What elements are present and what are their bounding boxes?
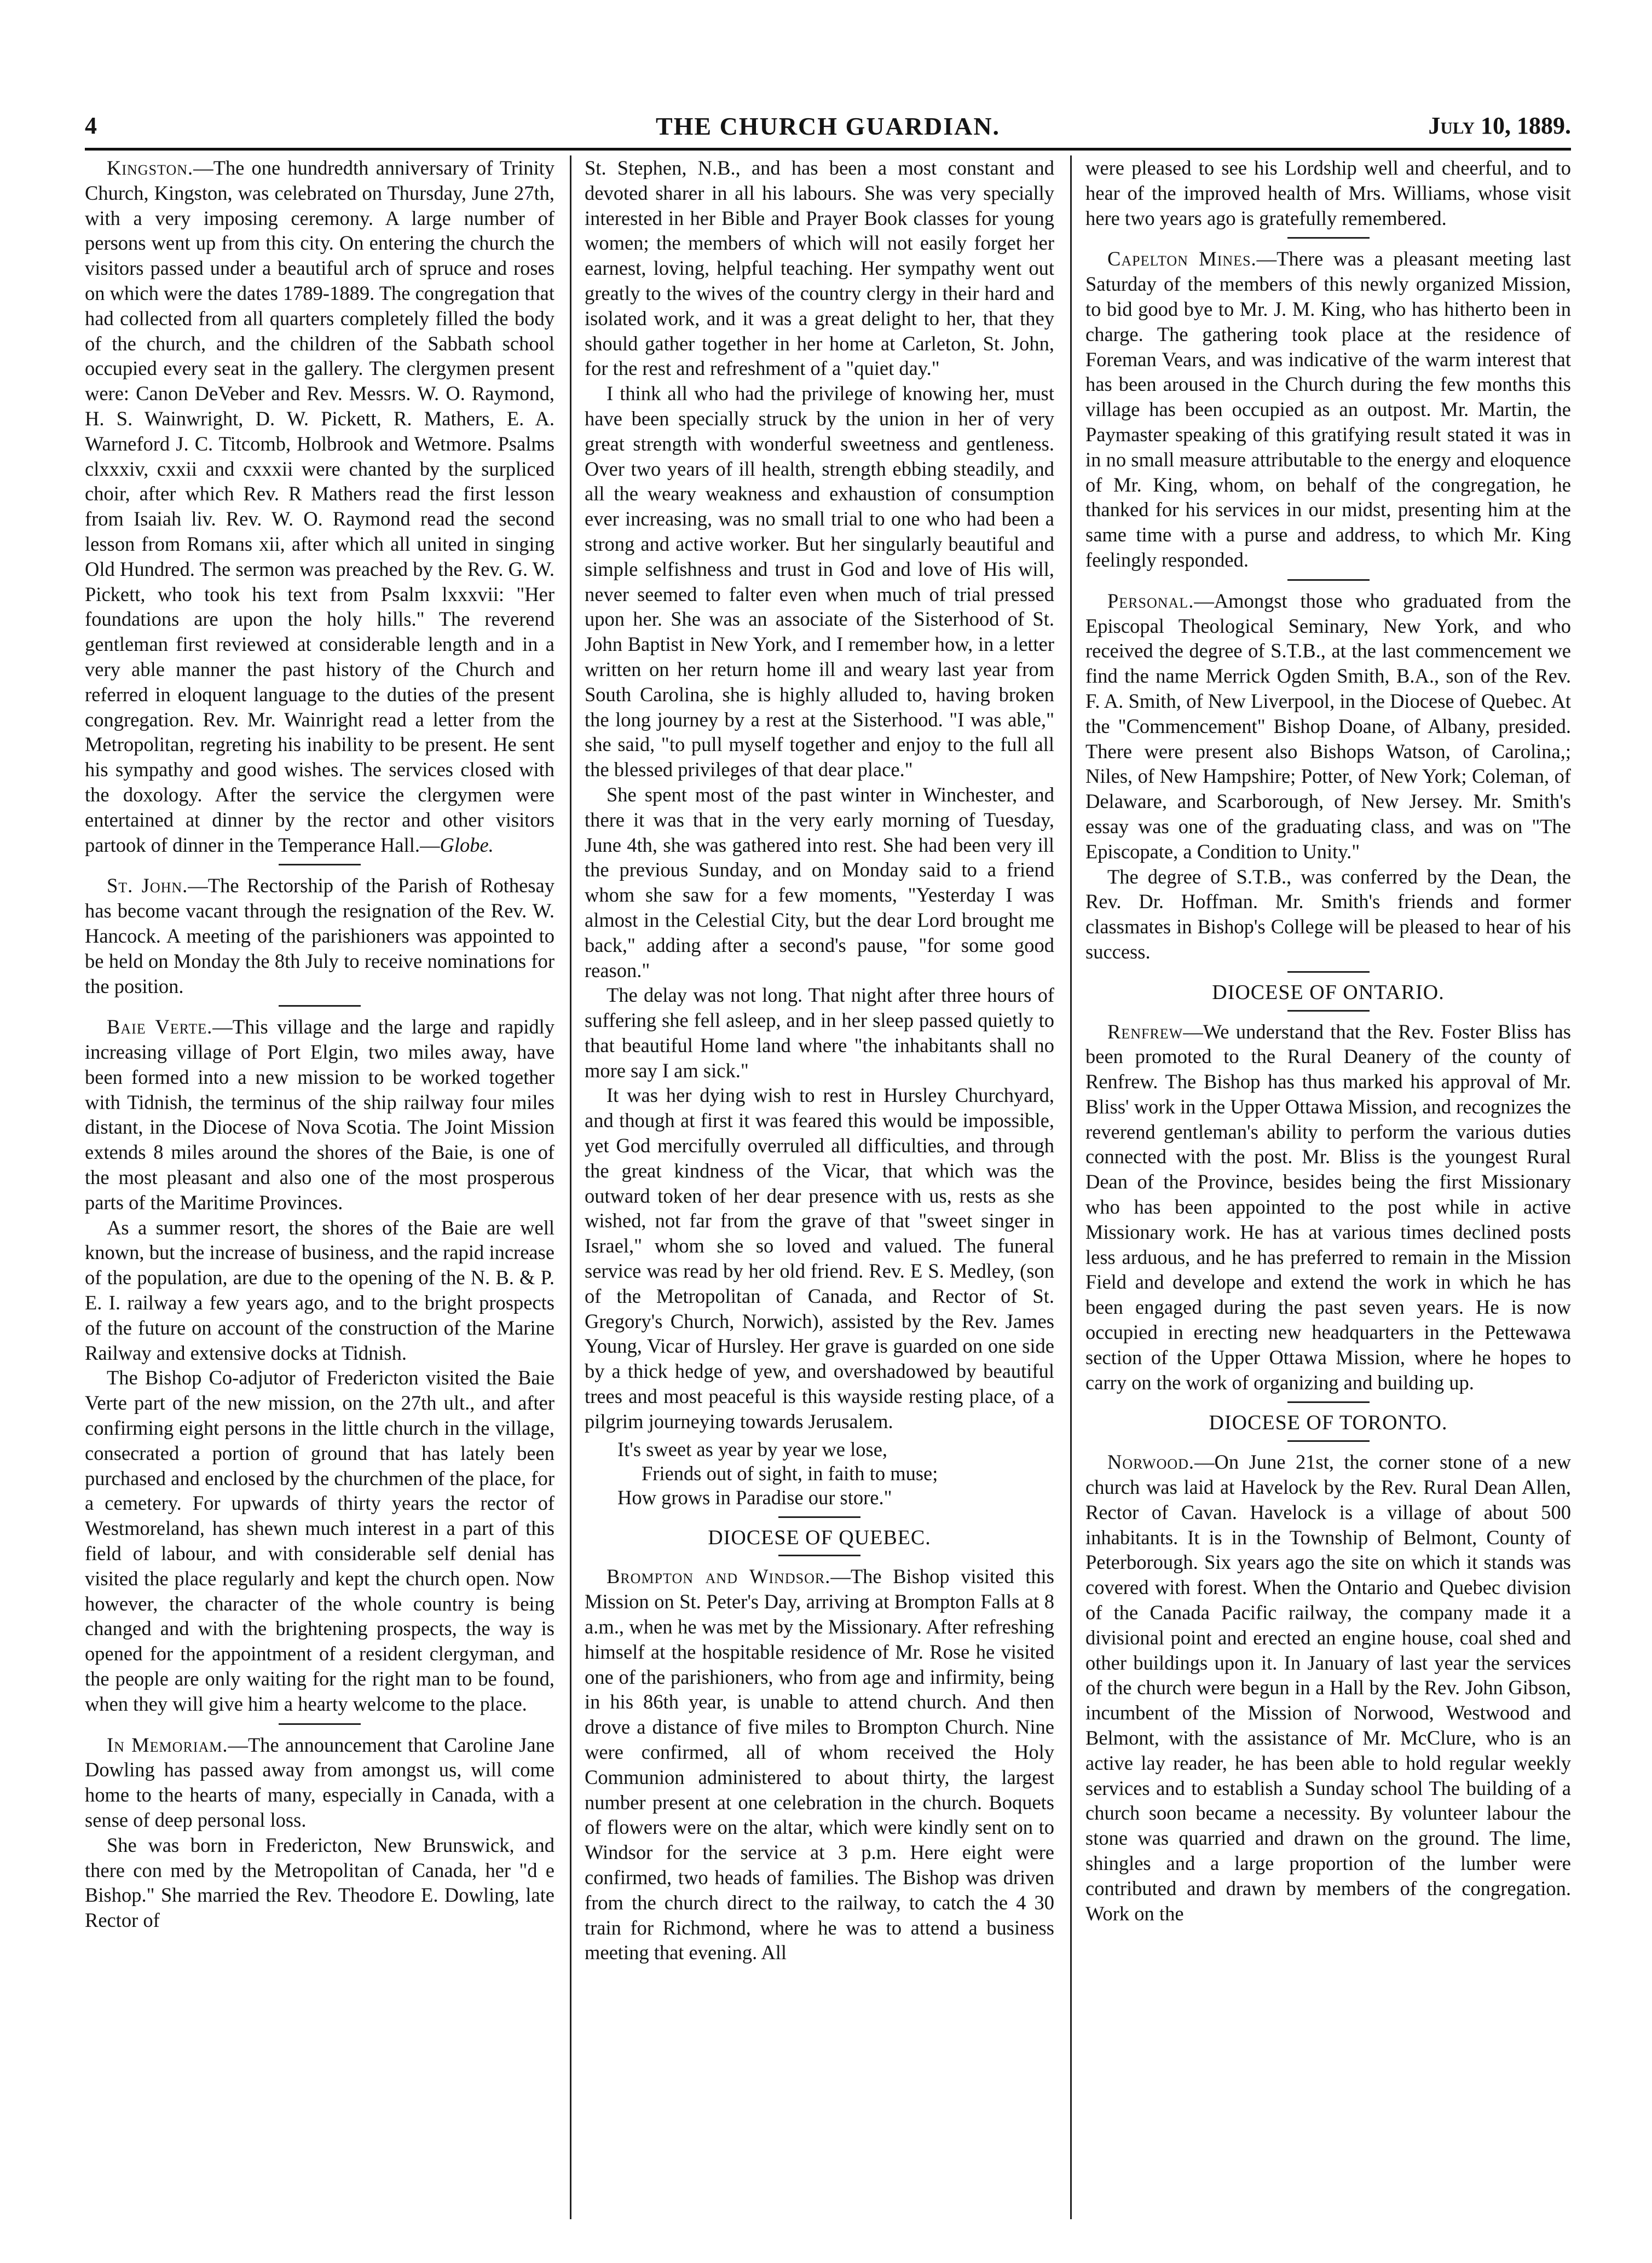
article-separator — [1287, 971, 1370, 973]
article-paragraph: St. Stephen, N.B., and has been a most constant and devoted sharer in all his labours. She was very specially interested in her Bible and Prayer Book classes for young women; the members of which will not easily forget her earnest, loving, helpful teaching. Her sympathy went out greatly to the wives of the country clergy in their hard and isolated work, and it was a great delight to her, that they should gather together in her home at Carleton, St. John, for the rest and refreshment of a "quiet day." — [585, 157, 1054, 380]
article-text: —The Rectorship of the Parish of Rothesay has become vacant through the resignation of the Rev. W. Hancock. A meeting of the parishioners was appointed to be held on Monday the 8th July to receive nominations for the position. — [85, 874, 554, 997]
article-heading: St. John. — [107, 874, 188, 897]
section-heading-ontario: DIOCESE OF ONTARIO. — [1212, 980, 1445, 1004]
article-paragraph: The degree of S.T.B., was conferred by the Dean, the Rev. Dr. Hoffman. Mr. Smith's friends and former classmates in Bishop's College will be pleased to hear of his success. — [1085, 865, 1571, 963]
article-norwood — [1085, 1450, 1571, 1926]
article-heading: In Memoriam. — [107, 1733, 228, 1756]
article-kingston — [85, 155, 554, 857]
article-baie-verte — [85, 1014, 554, 1215]
article-paragraph: were pleased to see his Lordship well and cheerful, and to hear of the improved health of Mrs. Williams, whose visit here two years ago is gratefully remembered. — [1085, 157, 1571, 229]
article-paragraph: She was born in Fredericton, New Brunswick, and there con med by the Metropolitan of Canada, her "d e Bishop." She married the Rev. Theodore E. Dowling, late Rector of — [85, 1833, 554, 1932]
poem-quote — [617, 1438, 1054, 1510]
article-paragraph: The delay was not long. That night after three hours of suffering she fell asleep, and in her sleep passed quietly to that beautiful Home land where "the inhabitants shall no more say I am sick." — [585, 984, 1054, 1082]
column-divider — [1070, 155, 1072, 2219]
poem-line: How grows in Paradise our store." — [617, 1486, 892, 1509]
page-number: 4 — [85, 112, 97, 139]
article-separator — [778, 1516, 860, 1518]
article-heading: Renfrew — [1107, 1020, 1183, 1043]
article-text: —The one hundredth anniversary of Trinity Church, Kingston, was celebrated on Thursday, June 27th, with a very imposing ceremony. A large number of persons went up from this city. On entering the church the visitors passed under a beautiful arch of spruce and roses on which were the dates 1789-1889. The congregation that had collected from all quarters completely filled the body of the church, and the children of the Sabbath school occupied every seat in the gallery. The clergymen present were: Canon DeVeber and Rev. Messrs. W. O. Raymond, H. S. Wainwright, D. W. Pickett, R. Mathers, E. A. Warneford J. C. Titcomb, Holbrook and Wetmore. Psalms clxxxiv, cxxii and cxxxii were chanted by the surpliced choir, after which Rev. R Mathers read the first lesson from Isaiah liv. Rev. W. O. Raymond read the second lesson from Romans xii, after which all united in singing Old Hundred. The sermon was preached by the Rev. G. W. Pickett, who took his text from Psalm lxxxvii: "Her foundations are upon the holy hills." The reverend gentleman first reviewed at considerable length and in a very able manner the past history of the Church and referred in eloquent language to the duties of the present congregation. Rev. Mr. Wainright read a letter from the Metropolitan, regreting his inability to be present. He sent his sympathy and good wishes. The services closed with the doxology. After the service the clergymen were entertained at dinner by the rector and other visitors partook of dinner in the Temperance Hall.— — [85, 157, 554, 856]
article-text: —Amongst those who graduated from the Episcopal Theological Seminary, New York, and who received the degree of S.T.B., at the last commencement we find the name Merrick Ogden Smith, B.A., son of the Rev. F. A. Smith, of New Liverpool, in the Diocese of Quebec. At the "Commencement" Bishop Doane, of Albany, presided. There were present also Bishops Watson, of Carolina,; Niles, of New Hampshire; Potter, of New York; Coleman, of Delaware, and Scarborough, of New Jersey. Mr. Smith's essay was one of the graduating class, and was on "The Episcopate, a Condition to Unity." — [1085, 589, 1571, 863]
article-source: Globe. — [440, 833, 494, 856]
masthead — [85, 109, 1571, 149]
poem-line: It's sweet as year by year we lose, — [617, 1438, 888, 1460]
article-paragraph: I think all who had the privilege of knowing her, must have been specially struck by the union in her of very great strength with wonderful sweetness and gentleness. Over two years of ill health, strength ebbing steadily, and all the weary weakness and exhaustion of consumption ever increasing, was no small trial to one who had been a strong and active worker. But her singularly beautiful and simple selfishness and trust in God and love of His will, never seemed to falter even when much of trial pressed upon her. She was an associate of the Sisterhood of St. John Baptist in New York, and I remember how, in a letter written on her return home ill and weary last year from South Carolina, she is highly alluded to, having broken the long journey by a rest at the Sisterhood. "I was able," she said, "to pull myself together and enjoy to the full all the blessed privileges of that dear place." — [585, 382, 1054, 781]
newspaper-page — [85, 109, 1571, 2222]
poem-line: Friends out of sight, in faith to muse; — [642, 1462, 938, 1485]
issue-date: July 10, 1889. — [1428, 112, 1571, 139]
article-paragraph: As a summer resort, the shores of the Baie are well known, but the increase of business, and the rapid increase of the population, are due to the opening of the N. B. & P. E. I. railway a few years ago, and to the bright prospects of the future on account of the construction of the Marine Railway and extensive docks at Tidnish. — [85, 1216, 554, 1364]
article-paragraph: It was her dying wish to rest in Hursley Churchyard, and though at first it was feared this would be impossible, yet God mercifully overruled all difficulties, and through the great kindness of the Vicar, that which was the outward token of her dear presence with us, rests as she wished, not far from the grave of that "sweet singer in Israel," whom she so loved and valued. The funeral service was read by her old friend. Rev. E S. Medley, (son of the Metropolitan of Canada, and Rector of St. Gregory's Church, Norwich), assisted by the Rev. James Young, Vicar of Hursley. Her grave is guarded on one side by a thick hedge of yew, and overshadowed by beautiful trees and most peaceful is this wayside resting place, of a pilgrim journeying towards Jerusalem. — [585, 1084, 1054, 1433]
article-st-john — [85, 873, 554, 998]
article-text: —The Bishop visited this Mission on St. Peter's Day, arriving at Brompton Falls at 8 a.m., when he was met by the Missionary. After refreshing himself at the hospitable residence of Mr. Rose he visited one of the parishioners, who from age and infirmity, being in his 86th year, is unable to attend church. And then drove a distance of five miles to Brompton Church. Nine were confirmed, all of whom received the Holy Communion administered to about thirty, the largest number present at one celebration in the church. Boquets of flowers were on the altar, which were kindly sent on to Windsor for the service at 3 p.m. Here eight were confirmed, two heads of families. The Bishop was driven from the church direct to the railway, to catch the 4 30 train for Richmond, where he was to attend a business meeting that evening. All — [585, 1565, 1054, 1964]
section-rule — [778, 1555, 860, 1556]
newspaper-title: THE CHURCH GUARDIAN. — [655, 112, 1001, 140]
masthead-rule — [85, 148, 1571, 151]
article-separator — [1287, 1401, 1370, 1403]
article-separator — [279, 864, 361, 865]
article-renfrew — [1085, 1019, 1571, 1395]
column-2 — [585, 155, 1054, 2219]
article-paragraph: The Bishop Co-adjutor of Fredericton visited the Baie Verte part of the new mission, on the 27th ult., and after confirming eight persons in the little church in the village, consecrated a portion of ground that has lately been purchased and enclosed by the churchmen of the place, for a cemetery. For upwards of thirty years the rector of Westmoreland, has shewn much interest in a part of this field of labour, and with considerable self denial has visited the place regularly and kept the church open. Now however, the character of the whole country is being changed and with the brightening prospects, the way is opened for the appointment of a resident clergyman, and the people are only waiting for the right man to be found, when they will give him a hearty welcome to the place. — [85, 1366, 554, 1715]
column-divider — [570, 155, 571, 2219]
column-3 — [1085, 155, 1571, 2219]
article-heading: Brompton and Windsor. — [606, 1565, 831, 1588]
article-heading: Kingston. — [107, 157, 194, 179]
article-separator — [279, 1005, 361, 1007]
article-paragraph: She spent most of the past winter in Winchester, and there it was that in the very early morning of Tuesday, June 4th, she was gathered into rest. She had been very ill the previous Sunday, and on Monday said to a friend whom she saw for a few moments, "Yesterday I was almost in the Celestial City, but the dear Lord brought me back," adding after a second's pause, "for some good reason." — [585, 783, 1054, 982]
article-separator — [1287, 237, 1370, 239]
article-heading: Baie Verte. — [107, 1015, 213, 1038]
section-heading-quebec: DIOCESE OF QUEBEC. — [708, 1526, 931, 1549]
article-capelton — [1085, 246, 1571, 572]
article-heading: Norwood. — [1107, 1451, 1195, 1474]
article-separator — [1287, 579, 1370, 581]
article-separator — [279, 1723, 361, 1725]
article-heading: Capelton Mines. — [1107, 247, 1257, 270]
section-heading-toronto: DIOCESE OF TORONTO. — [1209, 1411, 1448, 1435]
article-in-memoriam — [85, 1733, 554, 1833]
article-text: —We understand that the Rev. Foster Bliss has been promoted to the Rural Deanery of the county of Renfrew. The Bishop has thus marked his approval of Mr. Bliss' work in the Upper Ottawa Mission, and recognizes the reverend gentleman's ability to perform the various duties connected with the post. Mr. Bliss is the youngest Rural Dean of the Province, besides being the first Missionary who has been appointed to the post while in active Missionary work. He has at various times declined posts less arduous, and he has preferred to remain in the Mission Field and develope and extend the work in which he has been engaged during the past seven years. He is now occupied in erecting new headquarters in the Pettewawa section of the Upper Ottawa Mission, where he hopes to carry on the work of organizing and building up. — [1085, 1020, 1571, 1394]
section-rule — [1287, 1010, 1370, 1012]
article-text: —The announcement that Caroline Jane Dowling has passed away from amongst us, will come home to the hearts of many, especially in Canada, with a sense of deep personal loss. — [85, 1733, 554, 1831]
section-rule — [1287, 1440, 1370, 1442]
column-1 — [85, 155, 554, 2219]
article-personal — [1085, 588, 1571, 864]
article-text: —This village and the large and rapidly increasing village of Port Elgin, two miles away, have been formed into a new mission to be worked together with Tidnish, the terminus of the ship railway four miles distant, in the Diocese of Nova Scotia. The Joint Mission extends 8 miles around the shores of the Baie, is one of the most pleasant and also one of the most prosperous parts of the Maritime Provinces. — [85, 1015, 554, 1214]
article-heading: Personal. — [1107, 589, 1194, 612]
article-brompton — [585, 1564, 1054, 1965]
article-text: —There was a pleasant meeting last Saturday of the members of this newly organized Mission, to bid good bye to Mr. J. M. King, who has hitherto been in charge. The gathering took place at the residence of Foreman Vears, and was indicative of the warm interest that has been aroused in the Church during the few months this village has been occupied as an outpost. Mr. Martin, the Paymaster speaking of this gratifying result stated it was in in no small measure attributable to the energy and eloquence of Mr. King, whom, on behalf of the congregation, he thanked for his services in our midst, presenting him at the same time with a purse and address, to which Mr. King feelingly responded. — [1085, 247, 1571, 571]
article-text: —On June 21st, the corner stone of a new church was laid at Havelock by the Rev. Rural Dean Allen, Rector of Cavan. Havelock is a village of about 500 inhabitants. It is in the Township of Belmont, County of Peterborough. Six years ago the site on which it stands was covered with forest. When the Ontario and Quebec division of the Canada Pacific railway, the company made it a divisional point and erected an engine house, coal shed and other buildings upon it. In January of last year the services of the church were begun in a Hall by the Rev. John Gibson, incumbent of the Mission of Norwood, Westwood and Belmont, with the assistance of Mr. McClure, who is an active lay reader, he has been able to hold regular weekly services and to establish a Sunday school The building of a church soon became a necessity. By volunteer labour the stone was quarried and drawn on the ground. The lime, shingles and a large proportion of the lumber were contributed and drawn by members of the congregation. Work on the — [1085, 1451, 1571, 1925]
